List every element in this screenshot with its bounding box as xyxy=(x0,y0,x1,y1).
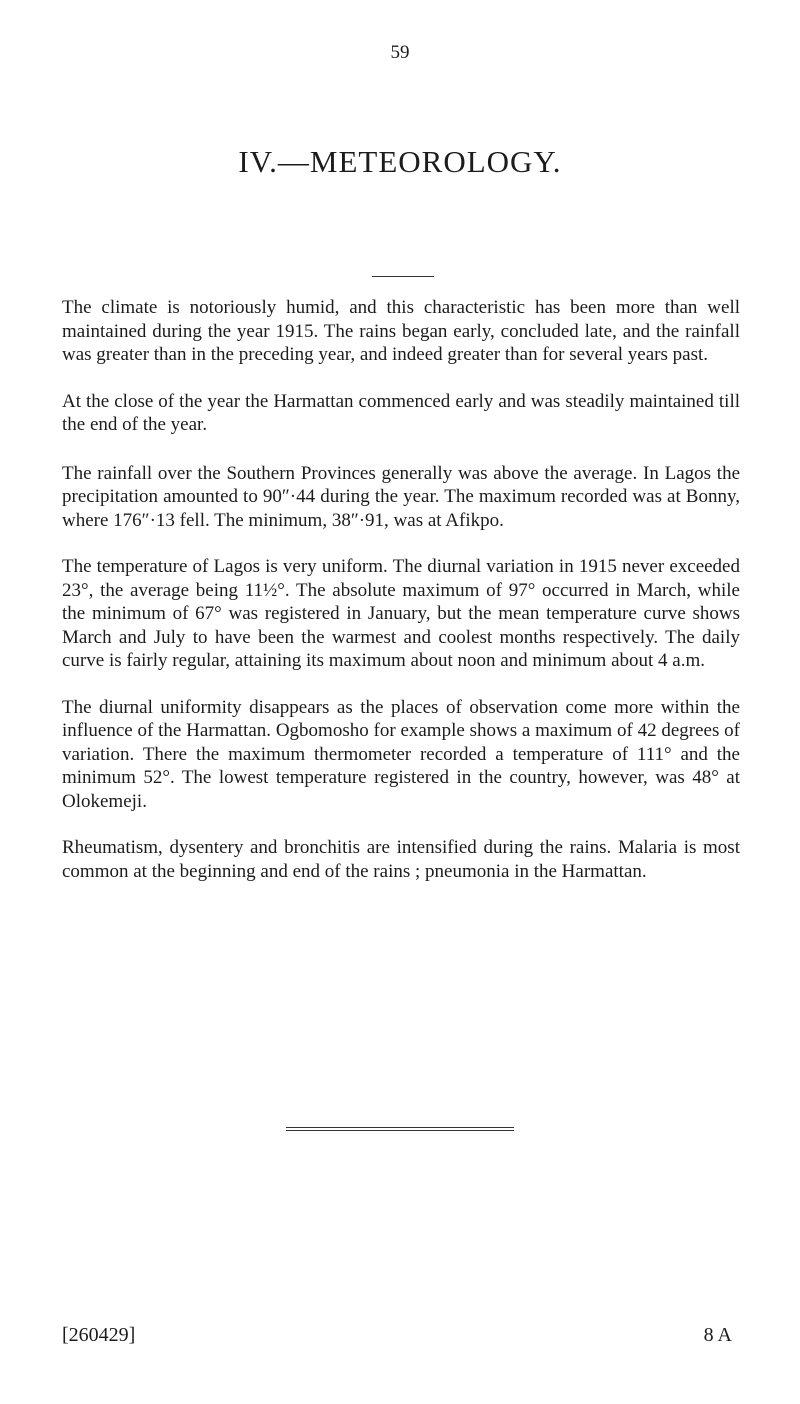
paragraph-diseases: Rheumatism, dysentery and bronchitis are intensified during the rains. Malaria is most common at the beginning and end of the rains ; pneumonia in the Harmattan. xyxy=(62,837,740,882)
paragraph-harmattan: At the close of the year the Harmattan commenced early and was steadily maintained till the end of the year. xyxy=(62,390,740,435)
paragraph-climate: The climate is notoriously humid, and this characteristic has been more than well maintained during the year 1915. The rains began early, concluded late, and the rainfall was greater than in the preceding year, and indeed greater than for several years past. xyxy=(62,297,740,365)
body-text xyxy=(62,296,740,906)
end-rule-top xyxy=(286,1127,514,1128)
signature-mark: 8 A xyxy=(703,1324,732,1346)
print-code: [260429] xyxy=(62,1324,136,1346)
page-number: 59 xyxy=(390,42,410,63)
end-rule-bottom xyxy=(286,1130,514,1131)
paragraph-temperature: The temperature of Lagos is very uniform. The diurnal variation in 1915 never exceeded 23°, the average being 11½°. The absolute maximum of 97° occurred in March, while the minimum of 67° was registered in January, but the mean temperature curve shows March and July to have been the warmest and coolest months respectively. The daily curve is fairly regular, attaining its maximum about noon and minimum about 4 a.m. xyxy=(62,556,740,671)
title-rule xyxy=(372,276,434,277)
paragraph-rainfall: The rainfall over the Southern Provinces generally was above the average. In Lagos the precipitation amounted to 90″·44 during the year. The maximum recorded was at Bonny, where 176″·13 fell. The minimum, 38″·91, was at Afikpo. xyxy=(62,462,740,531)
paragraph-diurnal-variation: The diurnal uniformity disappears as the places of observation come more within the influence of the Harmattan. Ogbomosho for example shows a maximum of 42 degrees of variation. There the maximum thermometer recorded a temperature of 111° and the minimum 52°. The lowest temperature registered in the country, however, was 48° at Olokemeji. xyxy=(62,696,740,812)
section-title: IV.—METEOROLOGY. xyxy=(238,144,562,179)
